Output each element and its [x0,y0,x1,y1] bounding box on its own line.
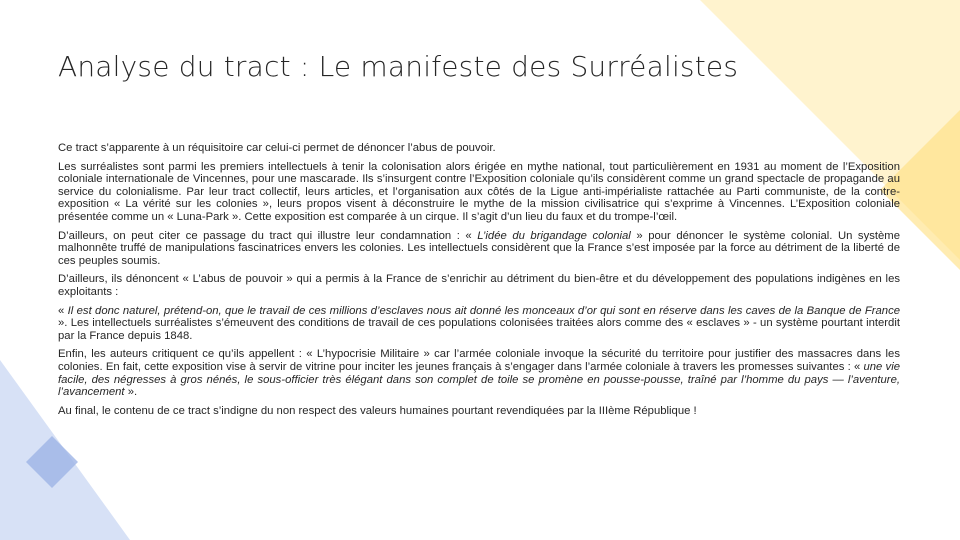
paragraph-text: « [58,304,68,317]
body-paragraph [58,273,900,298]
slide-body [58,142,900,423]
paragraph-text: Ce tract s’apparente à un réquisitoire car celui-ci permet de dénoncer l’abus de pouvoir. [58,142,496,154]
body-paragraph [58,405,900,418]
body-paragraph [58,230,900,268]
italic-quote-text: L’idée du brigandage colonial [477,229,631,242]
paragraph-text: ». [124,386,138,399]
paragraph-text: Au final, le contenu de ce tract s’indigne du non respect des valeurs humaines pourtant revendiquées par la IIIème République ! [58,404,697,417]
italic-quote-text: une vie facile, des négresses à gros nénés, le sous-officier très élégant dans son complet de toile se promène en pousse-pousse, traîné par l’homme du pays — l’aventure, l’avancement [58,360,901,399]
body-paragraph [58,161,900,224]
paragraph-text: » pour dénoncer le système colonial. Un système malhonnête truffé de manipulations fascinatrices envers les colonies. Les intellectuels considèrent que la France s’est imposée par la force au détriment de la liberté de ces peuples soumis. [58,229,900,267]
paragraph-text: D’ailleurs, on peut citer ce passage du tract qui illustre leur condamnation : « [58,229,478,242]
body-paragraph [58,305,900,343]
body-paragraph [58,348,900,398]
slide-title: Analyse du tract : Le manifeste des Surréalistes [58,50,739,83]
paragraph-text: Les surréalistes sont parmi les premiers intellectuels à tenir la colonisation alors érigée en mythe national, tout particulièrement en 1931 au moment de l’Exposition coloniale internationale de Vincennes, pour une mascarade. Ils s’insurgent contre l’Exposition coloniale qu’ils considèrent comme un grand spectacle de propagande au service du colonialisme. Par leur tract collectif, leurs articles, et l’organisation aux côtés de la Ligue anti-impérialiste rattachée au Parti communiste, de la contre-exposition « La vérité sur les colonies », leurs propos visent à déconstruire le mythe de la mission civilisatrice qui s’exprime à Vincennes. L’Exposition coloniale présentée comme un « Luna-Park ». Cette exposition est comparée à un cirque. Il s’agit d’un lieu du faux et du trompe-l’œil. [58,160,900,223]
paragraph-text: ». Les intellectuels surréalistes s’émeuvent des conditions de travail de ces populations colonisées traitées alors comme des « esclaves » - un système pourtant interdit par la France depuis 1848. [58,317,900,342]
paragraph-text: D’ailleurs, ils dénoncent « L’abus de pouvoir » qui a permis à la France de s’enrichir au détriment du bien-être et du développement des populations indigènes en les exploitants : [58,273,900,298]
body-paragraph [58,142,900,155]
italic-quote-text: Il est donc naturel, prétend-on, que le travail de ces millions d’esclaves nous ait donné les monceaux d’or qui sont en réserve dans les caves de la Banque de France [67,304,901,317]
paragraph-text: Enfin, les auteurs critiquent ce qu’ils appellent : « L’hypocrisie Militaire » car l’armée coloniale invoque la sécurité du territoire pour justifier des massacres dans les colonies. En fait, cette exposition vise à servir de vitrine pour inciter les jeunes français à s’engager dans l’armée coloniale à travers les promesses suivantes : « [58,348,900,373]
